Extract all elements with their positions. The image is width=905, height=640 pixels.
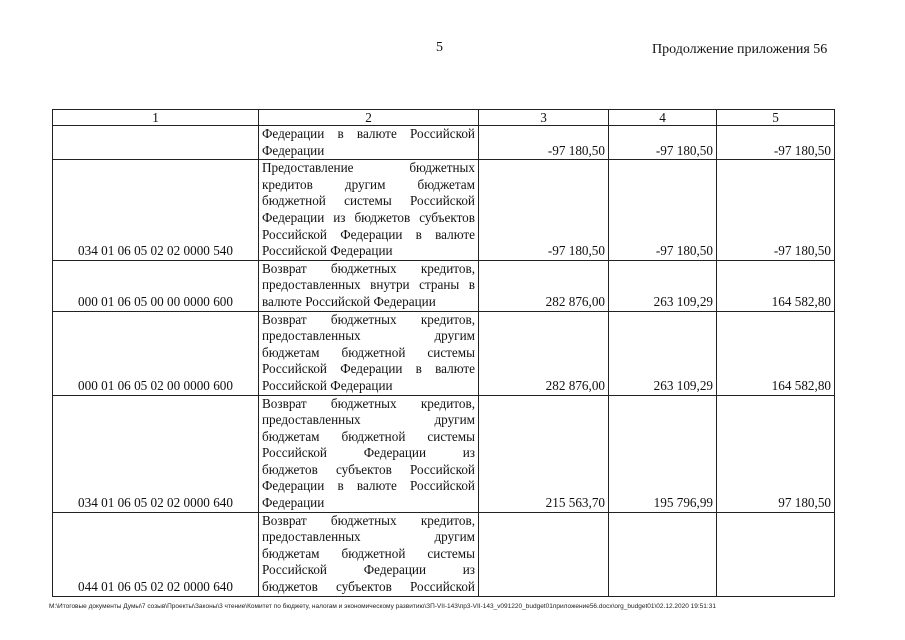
description-line: Федерации в валюте Российской xyxy=(262,478,475,494)
amount-cell xyxy=(479,512,609,596)
description-line: Российской Федерации из xyxy=(262,445,475,461)
budget-classification-code: 034 01 06 05 02 02 0000 640 xyxy=(53,395,259,512)
row-description xyxy=(259,395,479,512)
budget-classification-code: 000 01 06 05 00 00 0000 600 xyxy=(53,260,259,311)
description-line: валюте Российской Федерации xyxy=(262,293,436,309)
amount-cell: 164 582,80 xyxy=(717,311,835,395)
description-line: Федерации из бюджетов субъектов xyxy=(262,209,475,225)
column-header: 2 xyxy=(259,110,479,126)
description-line: Российской Федерации xyxy=(262,243,393,259)
amount-cell: 164 582,80 xyxy=(717,260,835,311)
amount-cell: 215 563,70 xyxy=(479,395,609,512)
table-row xyxy=(53,160,835,261)
description-line: Российской Федерации xyxy=(262,377,393,393)
amount-cell: 195 796,99 xyxy=(609,395,717,512)
description-line: Федерации в валюте Российской xyxy=(262,126,475,141)
description-line: Возврат бюджетных кредитов, xyxy=(262,512,475,528)
description-line: предоставленных другим xyxy=(262,328,475,344)
table-row xyxy=(53,260,835,311)
description-line: бюджетной системы Российской xyxy=(262,193,475,209)
amount-cell xyxy=(609,512,717,596)
table-row xyxy=(53,126,835,160)
amount-cell: -97 180,50 xyxy=(479,160,609,261)
budget-table xyxy=(52,109,835,597)
table-row xyxy=(53,512,835,596)
row-description xyxy=(259,512,479,596)
description-line: Возврат бюджетных кредитов, xyxy=(262,395,475,411)
description-line: Российской Федерации из xyxy=(262,562,475,578)
column-header: 3 xyxy=(479,110,609,126)
description-line: бюджетов субъектов Российской xyxy=(262,461,475,477)
amount-cell: 282 876,00 xyxy=(479,311,609,395)
budget-classification-code: 034 01 06 05 02 02 0000 540 xyxy=(53,160,259,261)
description-line: Возврат бюджетных кредитов, xyxy=(262,311,475,327)
amount-cell: -97 180,50 xyxy=(609,160,717,261)
budget-classification-code xyxy=(53,126,259,160)
description-line: Предоставление бюджетных xyxy=(262,160,475,176)
description-line: бюджетам бюджетной системы xyxy=(262,545,475,561)
amount-cell: 263 109,29 xyxy=(609,260,717,311)
file-path-footer: M:\Итоговые документы Думы\7 созыв\Проекты\Законы\3 чтение\Комитет по бюджету, налогам и экономическому развитию\ЗП-VII-143\пр3-VII-143_v091220_budget01приложение56.docx\org_budget01\02.12.2020 19:51:31 xyxy=(49,603,716,610)
description-line: предоставленных другим xyxy=(262,529,475,545)
description-line: Федерации xyxy=(262,142,325,158)
description-line: предоставленных внутри страны в xyxy=(262,277,475,293)
row-description xyxy=(259,260,479,311)
amount-cell: 97 180,50 xyxy=(717,395,835,512)
row-description xyxy=(259,311,479,395)
description-line: Российской Федерации в валюте xyxy=(262,361,475,377)
description-line: кредитов другим бюджетам xyxy=(262,176,475,192)
description-line: бюджетам бюджетной системы xyxy=(262,428,475,444)
description-line: бюджетам бюджетной системы xyxy=(262,344,475,360)
amount-cell: -97 180,50 xyxy=(717,126,835,160)
amount-cell: -97 180,50 xyxy=(479,126,609,160)
description-line: Федерации xyxy=(262,495,325,511)
amount-cell: -97 180,50 xyxy=(609,126,717,160)
budget-classification-code: 000 01 06 05 02 00 0000 600 xyxy=(53,311,259,395)
description-line: Возврат бюджетных кредитов, xyxy=(262,260,475,276)
budget-classification-code: 044 01 06 05 02 02 0000 640 xyxy=(53,512,259,596)
description-line: Российской Федерации в валюте xyxy=(262,226,475,242)
column-header: 5 xyxy=(717,110,835,126)
row-description xyxy=(259,160,479,261)
description-line: бюджетов субъектов Российской xyxy=(262,579,475,595)
column-header: 4 xyxy=(609,110,717,126)
amount-cell: -97 180,50 xyxy=(717,160,835,261)
row-description xyxy=(259,126,479,160)
table-header-row xyxy=(53,110,835,126)
amount-cell xyxy=(717,512,835,596)
amount-cell: 282 876,00 xyxy=(479,260,609,311)
page-number: 5 xyxy=(436,40,443,55)
table-row xyxy=(53,395,835,512)
description-line: предоставленных другим xyxy=(262,412,475,428)
table-row xyxy=(53,311,835,395)
column-header: 1 xyxy=(53,110,259,126)
amount-cell: 263 109,29 xyxy=(609,311,717,395)
appendix-continuation-header: Продолжение приложения 56 xyxy=(652,42,828,57)
